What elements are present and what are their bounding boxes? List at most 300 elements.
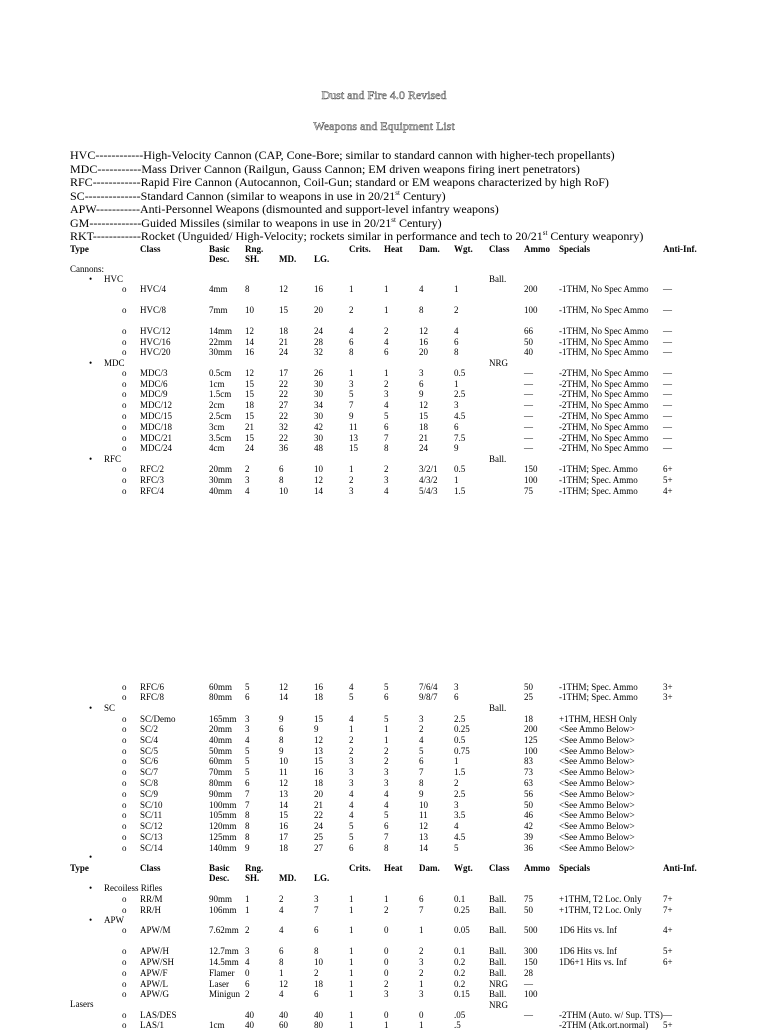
cell-specials: -1THM; Spec. Ammo — [559, 486, 638, 496]
cell-class: SC/10 — [140, 800, 163, 810]
cell-range-short: 1 — [245, 894, 250, 904]
cell-class: RR/H — [140, 905, 162, 915]
group-label: MDC — [104, 358, 125, 368]
cell-ammo: 18 — [524, 714, 533, 724]
sub-bullet-icon: o — [122, 1020, 127, 1030]
sub-bullet-icon: o — [122, 832, 127, 842]
ordinal-suffix: st — [391, 215, 396, 224]
abbreviation: SC — [70, 188, 85, 203]
cell-specials: <See Ammo Below> — [559, 756, 635, 766]
cell-heat: 2 — [384, 746, 389, 756]
cell-range-short: 3 — [245, 946, 250, 956]
cell-anti-infantry: 6+ — [663, 464, 673, 474]
cell-basic-desc: 60mm — [209, 756, 233, 766]
cell-range-medium: 11 — [279, 767, 288, 777]
cell-range-medium: 36 — [279, 443, 288, 453]
cell-crits: 3 — [349, 379, 354, 389]
cell-basic-desc: 14.5mm — [209, 957, 239, 967]
cell-weight: 9 — [454, 443, 459, 453]
cell-range-short: 6 — [245, 692, 250, 702]
cell-damage: 21 — [419, 433, 428, 443]
header-type: Type — [70, 244, 89, 254]
bullet-icon: • — [89, 274, 93, 284]
cell-ammo: — — [524, 379, 533, 389]
cell-range-long: 7 — [314, 905, 319, 915]
cell-weight: 6 — [454, 692, 459, 702]
cell-ammo: 100 — [524, 305, 538, 315]
dash-separator: ----------- — [97, 161, 142, 176]
cell-ammo: — — [524, 400, 533, 410]
cell-range-medium: 15 — [279, 810, 288, 820]
cell-basic-desc: 2.5cm — [209, 411, 232, 421]
cell-anti-infantry: 5+ — [663, 475, 673, 485]
sub-bullet-icon: o — [122, 368, 127, 378]
cell-basic-desc: 165mm — [209, 714, 237, 724]
header-desc: Desc. — [209, 873, 230, 883]
cell-crits: 5 — [349, 389, 354, 399]
abbreviation-definition — [70, 217, 442, 231]
cell-basic-desc: 106mm — [209, 905, 237, 915]
group-class: Ball. — [489, 454, 507, 464]
cell-specials: -2THM, No Spec Ammo — [559, 411, 649, 421]
cell-anti-infantry: — — [663, 411, 672, 421]
cell-range-medium: 18 — [279, 843, 288, 853]
cell-ammo: 83 — [524, 756, 533, 766]
cell-ammo: 56 — [524, 789, 533, 799]
cell-heat: 6 — [384, 821, 389, 831]
group-label: APW — [104, 915, 124, 925]
cell-ammo: 50 — [524, 337, 533, 347]
cell-range-medium: 32 — [279, 422, 288, 432]
cell-weight: 1 — [454, 379, 459, 389]
cell-weight: .5 — [454, 1020, 461, 1030]
header-damage: Dam. — [419, 244, 440, 254]
cell-ammo: — — [524, 433, 533, 443]
cell-specials: <See Ammo Below> — [559, 800, 635, 810]
cell-crits: 1 — [349, 905, 354, 915]
header-long: LG. — [314, 254, 330, 264]
cell-ammo: — — [524, 422, 533, 432]
header-weight: Wgt. — [454, 863, 473, 873]
cell-heat: 3 — [384, 389, 389, 399]
cell-range-short: 6 — [245, 778, 250, 788]
cell-ammo: 150 — [524, 957, 538, 967]
cell-weight: 3.5 — [454, 810, 466, 820]
cell-anti-infantry: — — [663, 368, 672, 378]
cell-heat: 5 — [384, 411, 389, 421]
cell-range-medium: 24 — [279, 347, 288, 357]
cell-class: APW/G — [140, 989, 169, 999]
cell-range-medium: 6 — [279, 724, 284, 734]
cell-class: MDC/15 — [140, 411, 173, 421]
cell-weight: 0.5 — [454, 368, 466, 378]
cell-basic-desc: 125mm — [209, 832, 237, 842]
cell-ammo: 42 — [524, 821, 533, 831]
group-label: HVC — [104, 274, 124, 284]
cell-ammo: — — [524, 1010, 533, 1020]
cell-range-medium: 22 — [279, 389, 288, 399]
sub-bullet-icon: o — [122, 756, 127, 766]
cell-heat: 6 — [384, 347, 389, 357]
header-medium: MD. — [279, 254, 297, 264]
cell-range-short: 5 — [245, 756, 250, 766]
cell-range-short: 24 — [245, 443, 254, 453]
abbreviation-meaning-tail: Century) — [395, 215, 442, 230]
cell-range-short: 4 — [245, 486, 250, 496]
cell-anti-infantry: — — [663, 379, 672, 389]
group-label: SC — [104, 703, 116, 713]
cell-crits: 1 — [349, 724, 354, 734]
sub-bullet-icon: o — [122, 821, 127, 831]
cell-class: HVC/4 — [140, 284, 167, 294]
cell-ammo: 40 — [524, 347, 533, 357]
cell-heat: 1 — [384, 724, 389, 734]
header-weight: Wgt. — [454, 244, 473, 254]
cell-anti-infantry: — — [663, 347, 672, 357]
cell-anti-infantry: 3+ — [663, 682, 673, 692]
cell-damage: 10 — [419, 800, 428, 810]
header-short: SH. — [245, 254, 260, 264]
cell-crits: 1 — [349, 894, 354, 904]
abbreviation: GM — [70, 215, 90, 230]
cell-class: MDC/24 — [140, 443, 173, 453]
cell-ammo: 125 — [524, 735, 538, 745]
cell-class: SC/8 — [140, 778, 159, 788]
cell-crits: 3 — [349, 767, 354, 777]
cell-range-medium: 6 — [279, 946, 284, 956]
cell-damage: 7/6/4 — [419, 682, 438, 692]
sub-bullet-icon: o — [122, 800, 127, 810]
cell-damage: 9 — [419, 789, 424, 799]
bullet-icon: • — [89, 358, 93, 368]
cell-specials: -1THM, No Spec Ammo — [559, 326, 649, 336]
group-class: NRG — [489, 358, 509, 368]
cell-class: SC/Demo — [140, 714, 176, 724]
cell-range-medium: 17 — [279, 368, 288, 378]
cell-range-short: 6 — [245, 979, 250, 989]
cell-weight: 0.25 — [454, 905, 470, 915]
sub-bullet-icon: o — [122, 464, 127, 474]
cell-weight: 2.5 — [454, 714, 466, 724]
cell-range-short: 5 — [245, 682, 250, 692]
abbreviation: RKT — [70, 229, 93, 243]
cell-class: SC/13 — [140, 832, 163, 842]
sub-bullet-icon: o — [122, 337, 127, 347]
header-short: SH. — [245, 873, 260, 883]
cell-range-short: 15 — [245, 389, 254, 399]
cell-basic-desc: 2cm — [209, 400, 225, 410]
cell-basic-desc: 40mm — [209, 486, 233, 496]
cell-crits: 2 — [349, 475, 354, 485]
cell-range-long: 16 — [314, 284, 323, 294]
cell-range-long: 9 — [314, 724, 319, 734]
sub-bullet-icon: o — [122, 347, 127, 357]
cell-specials: 1D6 Hits vs. Inf — [559, 946, 617, 956]
cell-range-long: 8 — [314, 946, 319, 956]
bullet-icon: • — [89, 703, 93, 713]
cell-range-long: 32 — [314, 347, 323, 357]
cell-range-medium: 13 — [279, 789, 288, 799]
cell-heat: 2 — [384, 905, 389, 915]
group-class: NRG — [489, 1000, 509, 1010]
cell-range-short: 10 — [245, 305, 254, 315]
cell-crits: 5 — [349, 692, 354, 702]
sub-bullet-icon: o — [122, 778, 127, 788]
cell-crits: 13 — [349, 433, 358, 443]
cell-crits: 7 — [349, 400, 354, 410]
cell-anti-infantry: — — [663, 443, 672, 453]
cell-basic-desc: 0.5cm — [209, 368, 232, 378]
cell-crits: 5 — [349, 832, 354, 842]
cell-class: RFC/4 — [140, 486, 165, 496]
cell-crits: 1 — [349, 1020, 354, 1030]
cell-range-long: 48 — [314, 443, 323, 453]
abbreviation-meaning: Anti-Personnel Weapons (dismounted and support-level infantry weapons) — [139, 202, 499, 216]
cell-specials: -2THM, No Spec Ammo — [559, 443, 649, 453]
sub-bullet-icon: o — [122, 284, 127, 294]
cell-class: LAS/DES — [140, 1010, 177, 1020]
cell-damage: 3 — [419, 989, 424, 999]
cell-damage: 3/2/1 — [419, 464, 438, 474]
cell-range-short: 40 — [245, 1010, 254, 1020]
cell-crits: 15 — [349, 443, 358, 453]
cell-range-long: 3 — [314, 894, 319, 904]
cell-range-short: 8 — [245, 821, 250, 831]
cell-range-medium: 4 — [279, 925, 284, 935]
header-range: Rng. — [245, 244, 264, 254]
cell-ammo: 150 — [524, 464, 538, 474]
cell-ammo: 100 — [524, 475, 538, 485]
cell-damage: 20 — [419, 347, 428, 357]
cell-ammo: 200 — [524, 284, 538, 294]
cell-range-medium: 12 — [279, 682, 288, 692]
cell-class: APW/SH — [140, 957, 175, 967]
cell-class: MDC/21 — [140, 433, 173, 443]
cell-weight: .05 — [454, 1010, 466, 1020]
dash-separator: ----------- — [96, 202, 140, 216]
cell-heat: 6 — [384, 422, 389, 432]
abbreviation-meaning: Mass Driver Cannon (Railgun, Gauss Cannon; EM driven weapons firing inert penetrators) — [141, 161, 580, 176]
cell-ammo: 100 — [524, 989, 538, 999]
cell-anti-infantry: — — [663, 400, 672, 410]
cell-range-long: 16 — [314, 767, 323, 777]
cell-crits: 1 — [349, 284, 354, 294]
cell-specials: -1THM; Spec. Ammo — [559, 692, 638, 702]
cell-class: MDC/12 — [140, 400, 173, 410]
cell-specials: -1THM, No Spec Ammo — [559, 305, 649, 315]
abbreviation-meaning: High-Velocity Cannon (CAP, Cone-Bore; similar to standard cannon with higher-tech propellants) — [143, 148, 615, 162]
cell-damage: 1 — [419, 925, 424, 935]
cell-ammo: — — [524, 443, 533, 453]
cell-anti-infantry: 4+ — [663, 925, 673, 935]
cell-range-short: 15 — [245, 433, 254, 443]
cell-damage: 7 — [419, 767, 424, 777]
abbreviation: APW — [70, 202, 97, 216]
header-type: Type — [70, 863, 89, 873]
header-ammo: Ammo — [524, 244, 550, 254]
cell-specials: -1THM; Spec. Ammo — [559, 464, 638, 474]
sub-bullet-icon: o — [122, 389, 127, 399]
cell-basic-desc: 3cm — [209, 422, 225, 432]
cell-range-medium: 14 — [279, 692, 288, 702]
cell-anti-infantry: 5+ — [663, 946, 673, 956]
cell-damage: 9/8/7 — [419, 692, 438, 702]
cell-basic-desc: 7.62mm — [209, 925, 239, 935]
header-crits: Crits. — [349, 244, 371, 254]
sub-bullet-icon: o — [122, 789, 127, 799]
cell-class: SC/2 — [140, 724, 159, 734]
header-anti-infantry: Anti-Inf. — [663, 244, 697, 254]
cell-anti-infantry: 6+ — [663, 957, 673, 967]
cell-specials: <See Ammo Below> — [559, 735, 635, 745]
cell-class-type: Ball. — [489, 989, 507, 999]
cell-range-long: 24 — [314, 326, 323, 336]
cell-damage: 12 — [419, 326, 428, 336]
cell-range-short: 8 — [245, 832, 250, 842]
cell-heat: 4 — [384, 486, 389, 496]
cell-range-long: 18 — [314, 979, 323, 989]
cell-ammo: 63 — [524, 778, 533, 788]
empty-bullet: • — [89, 852, 93, 862]
cell-class: APW/H — [140, 946, 169, 956]
cell-range-long: 12 — [314, 735, 323, 745]
cell-range-short: 2 — [245, 989, 250, 999]
cell-damage: 2 — [419, 724, 424, 734]
cell-range-short: 0 — [245, 968, 250, 978]
cell-heat: 5 — [384, 810, 389, 820]
cell-crits: 3 — [349, 778, 354, 788]
cell-range-short: 21 — [245, 422, 254, 432]
sub-bullet-icon: o — [122, 422, 127, 432]
header-heat: Heat — [384, 863, 403, 873]
section-label: Cannons: — [70, 264, 105, 274]
cell-range-short: 7 — [245, 789, 250, 799]
cell-weight: 2 — [454, 305, 459, 315]
sub-bullet-icon: o — [122, 979, 127, 989]
cell-class: RFC/6 — [140, 682, 165, 692]
cell-damage: 13 — [419, 832, 428, 842]
cell-heat: 3 — [384, 778, 389, 788]
cell-damage: 12 — [419, 400, 428, 410]
cell-range-medium: 16 — [279, 821, 288, 831]
cell-basic-desc: 80mm — [209, 778, 233, 788]
cell-ammo: — — [524, 979, 533, 989]
cell-ammo: 39 — [524, 832, 533, 842]
cell-basic-desc: 60mm — [209, 682, 233, 692]
cell-class: SC/9 — [140, 789, 159, 799]
cell-specials: <See Ammo Below> — [559, 789, 635, 799]
cell-range-long: 18 — [314, 692, 323, 702]
cell-weight: 0.2 — [454, 957, 466, 967]
sub-bullet-icon: o — [122, 894, 127, 904]
cell-crits: 1 — [349, 979, 354, 989]
cell-basic-desc: 30mm — [209, 347, 233, 357]
cell-damage: 5 — [419, 746, 424, 756]
cell-range-medium: 6 — [279, 464, 284, 474]
cell-range-short: 40 — [245, 1020, 254, 1030]
cell-class-type: Ball. — [489, 957, 507, 967]
cell-anti-infantry: — — [663, 433, 672, 443]
cell-range-long: 30 — [314, 433, 323, 443]
cell-damage: 3 — [419, 368, 424, 378]
cell-class: RFC/3 — [140, 475, 165, 485]
sub-bullet-icon: o — [122, 475, 127, 485]
cell-range-long: 26 — [314, 368, 323, 378]
cell-specials: <See Ammo Below> — [559, 832, 635, 842]
cell-specials: -1THM, No Spec Ammo — [559, 284, 649, 294]
cell-crits: 1 — [349, 946, 354, 956]
header-class: Class — [140, 244, 161, 254]
cell-range-short: 18 — [245, 400, 254, 410]
cell-specials: +1THM, T2 Loc. Only — [559, 894, 642, 904]
cell-damage: 9 — [419, 389, 424, 399]
cell-basic-desc: 105mm — [209, 810, 237, 820]
cell-basic-desc: 90mm — [209, 894, 233, 904]
dash-separator: ------------ — [92, 229, 141, 243]
cell-crits: 2 — [349, 305, 354, 315]
cell-crits: 5 — [349, 821, 354, 831]
header-class: Class — [140, 863, 161, 873]
abbreviation-meaning: Rocket (Unguided/ High-Velocity; rockets similar in performance and tech to 20/21 — [140, 229, 543, 243]
cell-specials: -2THM (Atk.ort.normal) — [559, 1020, 649, 1030]
cell-damage: 7 — [419, 905, 424, 915]
cell-basic-desc: 1cm — [209, 1020, 225, 1030]
cell-heat: 4 — [384, 400, 389, 410]
cell-range-short: 3 — [245, 475, 250, 485]
sub-bullet-icon: o — [122, 486, 127, 496]
cell-class: MDC/6 — [140, 379, 168, 389]
cell-ammo: 73 — [524, 767, 533, 777]
cell-class-type: NRG — [489, 979, 509, 989]
group-label: RFC — [104, 454, 122, 464]
dash-separator: -------------- — [84, 188, 141, 203]
cell-weight: 5 — [454, 843, 459, 853]
cell-heat: 4 — [384, 800, 389, 810]
cell-heat: 7 — [384, 433, 389, 443]
cell-range-short: 16 — [245, 347, 254, 357]
cell-range-short: 1 — [245, 905, 250, 915]
cell-weight: 1.5 — [454, 486, 466, 496]
cell-heat: 3 — [384, 989, 389, 999]
cell-specials: 1D6 Hits vs. Inf — [559, 925, 617, 935]
cell-range-medium: 8 — [279, 957, 284, 967]
header-specials: Specials — [559, 863, 591, 873]
cell-weight: 3 — [454, 682, 459, 692]
sub-bullet-icon: o — [122, 400, 127, 410]
cell-damage: 1 — [419, 979, 424, 989]
cell-class: LAS/1 — [140, 1020, 165, 1030]
cell-crits: 6 — [349, 843, 354, 853]
cell-heat: 1 — [384, 894, 389, 904]
cell-range-long: 20 — [314, 305, 323, 315]
header-heat: Heat — [384, 244, 403, 254]
cell-range-long: 2 — [314, 968, 319, 978]
abbreviation: RFC — [70, 175, 93, 189]
sub-bullet-icon: o — [122, 968, 127, 978]
cell-weight: 3 — [454, 800, 459, 810]
cell-range-long: 18 — [314, 778, 323, 788]
cell-range-long: 15 — [314, 756, 323, 766]
cell-basic-desc: 100mm — [209, 800, 237, 810]
cell-weight: 2.5 — [454, 789, 466, 799]
cell-specials: -1THM, No Spec Ammo — [559, 347, 649, 357]
abbreviation-definition — [70, 176, 609, 190]
cell-range-short: 3 — [245, 724, 250, 734]
cell-class: SC/4 — [140, 735, 159, 745]
cell-class-type: Ball. — [489, 968, 507, 978]
sub-bullet-icon: o — [122, 1010, 127, 1020]
cell-heat: 3 — [384, 475, 389, 485]
